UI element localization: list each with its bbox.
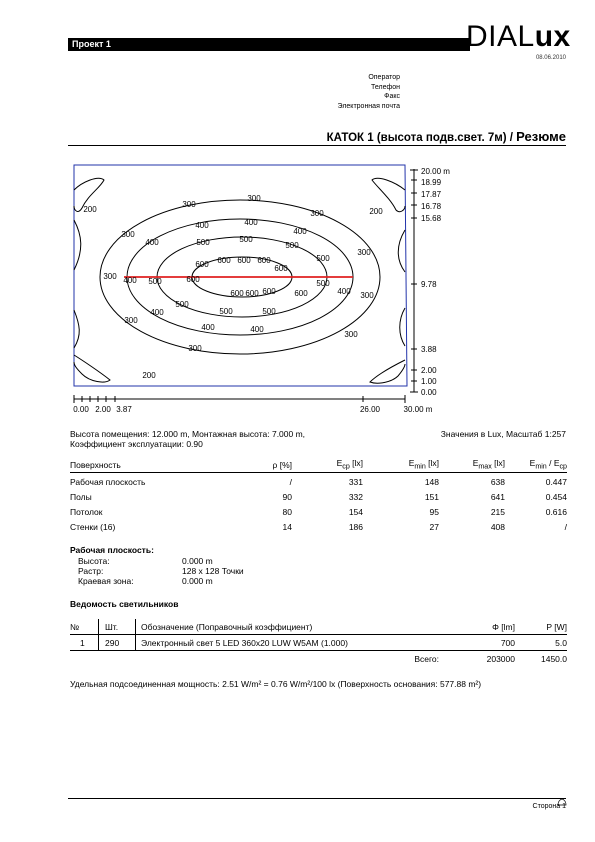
contour-label: 500 <box>316 279 330 288</box>
contour-label: 600 <box>230 289 244 298</box>
table-row: Полы 90 332 151 641 0.454 <box>70 491 567 502</box>
table-row: Рабочая плоскость / 331 148 638 0.447 <box>70 476 567 487</box>
contour-label: 200 <box>369 207 383 216</box>
maintenance-factor: Коэффициент эксплуатации: 0.90 <box>70 439 203 449</box>
contour-label: 500 <box>316 254 330 263</box>
contour-label: 400 <box>337 287 351 296</box>
surfaces-table <box>70 457 567 534</box>
contour-label: 500 <box>285 241 299 250</box>
y-tick-label: 1.00 <box>421 377 437 386</box>
x-tick-label: 3.87 <box>116 405 132 414</box>
col-flux: Φ [lm] <box>445 619 515 635</box>
room-height-info: Высота помещения: 12.000 m, Монтажная высота: 7.000 m, <box>70 429 306 439</box>
table-row: Потолок 80 154 95 215 0.616 <box>70 506 567 517</box>
contour-label: 500 <box>175 300 189 309</box>
contact-email: Электронная почта <box>337 102 400 110</box>
table-row: 1 290 Электронный свет 5 LED 360x20 LUW W5AM (1.000) 700 5.0 <box>70 635 567 651</box>
contour-label: 600 <box>257 256 271 265</box>
footer-dialux-icon <box>557 793 567 801</box>
col-designation: Обозначение (Поправочный коэффициент) <box>136 619 446 635</box>
contour-label: 600 <box>294 289 308 298</box>
total-row <box>70 651 567 667</box>
contour-label: 600 <box>274 264 288 273</box>
contour-label: 600 <box>262 287 276 296</box>
contour-label: 400 <box>195 221 209 230</box>
workplane-table <box>78 556 244 586</box>
contour-label: 300 <box>310 209 324 218</box>
dialux-logo: DIALux <box>466 20 571 53</box>
contour-label: 300 <box>124 316 138 325</box>
col-qty: Шт. <box>99 619 136 635</box>
x-tick-label: 26.00 <box>359 405 381 414</box>
col-no: № <box>70 619 99 635</box>
table-row: Стенки (16) 14 186 27 408 / <box>70 521 567 532</box>
page-title: КАТОК 1 (высота подв.свет. 7м) / Резюме <box>326 129 566 144</box>
contact-operator: Оператор <box>368 74 400 81</box>
project-name: Проект 1 <box>72 39 111 49</box>
x-tick-label: 30.00 m <box>403 405 433 414</box>
power-density: Удельная подсоединенная мощность: 2.51 W/m² = 0.76 W/m²/100 lx (Поверхность основания: 577.88 m²) <box>70 679 482 689</box>
contour-label: 200 <box>142 371 156 380</box>
contour-label: 600 <box>217 256 231 265</box>
total-label: Всего: <box>414 653 439 664</box>
contour-200 <box>74 355 110 382</box>
total-flux: 203000 <box>486 653 515 664</box>
contour-label: 500 <box>239 235 253 244</box>
contour-label: 500 <box>196 238 210 247</box>
y-tick-label: 9.78 <box>421 280 437 289</box>
contour-label: 600 <box>237 256 251 265</box>
y-tick-label: 17.87 <box>421 190 442 199</box>
contour-200 <box>370 360 405 383</box>
contact-phone: Телефон <box>370 83 400 91</box>
footer-rule <box>68 798 566 799</box>
table-header-row <box>70 619 567 635</box>
y-tick-label: 16.78 <box>421 202 442 211</box>
col-eavg: $E_{cp}$ [lx] <box>336 458 363 471</box>
contour-label: 300 <box>247 194 261 203</box>
col-emin: $E_{min}$ [lx] <box>408 458 439 471</box>
y-tick-label: 2.00 <box>421 366 437 375</box>
y-tick-label: 20.00 m <box>421 167 450 176</box>
luminaires-table <box>70 619 567 666</box>
col-uniformity: $E_{min} / E_{cp}$ <box>529 458 567 471</box>
contour-200 <box>398 230 405 272</box>
contour-label: 400 <box>244 218 258 227</box>
contour-label: 300 <box>182 200 196 209</box>
contour-label: 300 <box>357 248 371 257</box>
contour-label: 300 <box>103 272 117 281</box>
contour-200 <box>74 220 81 270</box>
page-number: Сторона 1 <box>532 803 566 810</box>
col-power: P [W] <box>515 619 567 635</box>
luminaires-title: Ведомость светильников <box>70 599 179 609</box>
contour-label: 400 <box>250 325 264 334</box>
isolux-plan <box>60 160 480 420</box>
workplane-row: Высота: 0.000 m <box>78 556 213 566</box>
contour-label: 400 <box>145 238 159 247</box>
title-rule <box>68 145 566 146</box>
contour-label: 500 <box>262 307 276 316</box>
col-reflectance: ρ [%] <box>272 459 292 470</box>
contour-label: 300 <box>188 344 202 353</box>
contour-label: 400 <box>123 276 137 285</box>
x-tick-label: 0.00 <box>73 405 89 414</box>
contour-label: 500 <box>219 307 233 316</box>
contour-label: 200 <box>83 205 97 214</box>
contact-fax: Факс <box>384 93 400 100</box>
y-tick-label: 18.99 <box>421 178 442 187</box>
contour-label: 400 <box>293 227 307 236</box>
document-date: 08.06.2010 <box>535 55 566 61</box>
total-power: 1450.0 <box>541 653 567 664</box>
contour-label: 600 <box>245 289 259 298</box>
y-tick-label: 0.00 <box>421 388 437 397</box>
contour-200 <box>74 310 79 348</box>
contour-200 <box>400 308 405 346</box>
col-emax: $E_{max}$ [lx] <box>472 458 505 471</box>
y-tick-label: 15.68 <box>421 214 442 223</box>
col-surface: Поверхность <box>70 459 121 470</box>
project-bar <box>68 38 470 51</box>
workplane-row: Растр: 128 x 128 Точки <box>78 566 244 576</box>
contour-label: 400 <box>201 323 215 332</box>
contour-label: 300 <box>360 291 374 300</box>
contour-label: 600 <box>195 260 209 269</box>
contour-label: 600 <box>186 275 200 284</box>
contact-block <box>338 73 400 111</box>
contour-label: 500 <box>148 277 162 286</box>
scale-info: Значения в Lux, Масштаб 1:257 <box>440 429 566 439</box>
workplane-row: Краевая зона: 0.000 m <box>78 576 213 586</box>
x-tick-label: 2.00 <box>95 405 111 414</box>
table-header-row <box>70 457 567 473</box>
y-tick-label: 3.88 <box>421 345 437 354</box>
contour-label: 300 <box>344 330 358 339</box>
workplane-title: Рабочая плоскость: <box>70 545 154 555</box>
contour-label: 400 <box>150 308 164 317</box>
contour-label: 300 <box>121 230 135 239</box>
